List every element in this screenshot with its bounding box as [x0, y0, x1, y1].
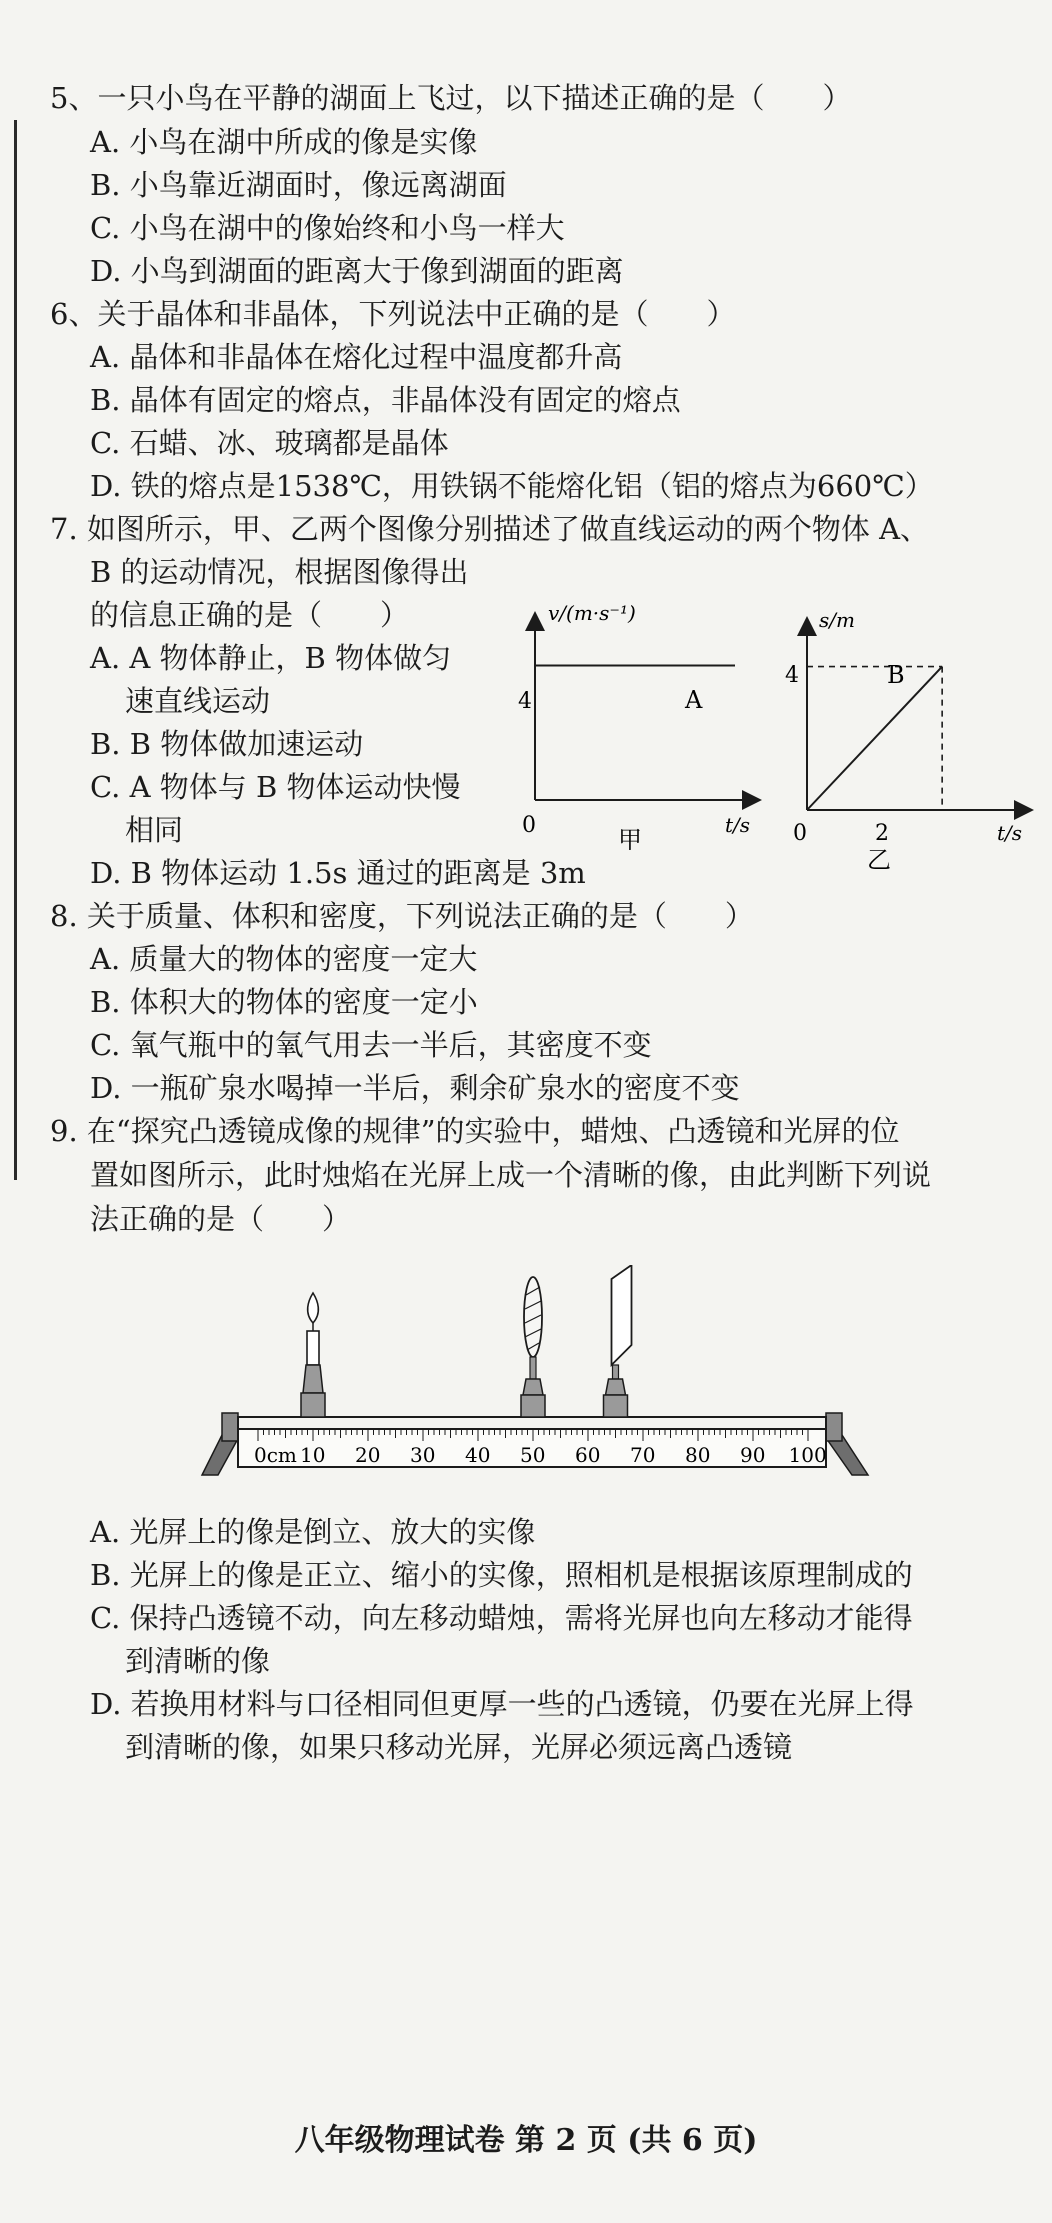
q7-option-b: B. B 物体做加速运动: [90, 727, 364, 761]
q9-option-c: C. 保持凸透镜不动，向左移动蜡烛，需将光屏也向左移动才能得: [90, 1601, 913, 1635]
candle-holder: [303, 1365, 323, 1393]
screen-stem: [613, 1365, 619, 1379]
q7-option-c: C. A 物体与 B 物体运动快慢: [90, 770, 461, 804]
graph-yi-x-label: t/s: [997, 821, 1023, 845]
graph-yi-origin: 0: [793, 821, 807, 846]
q6-option-a: A. 晶体和非晶体在熔化过程中温度都升高: [90, 340, 623, 374]
lens-stem: [530, 1357, 536, 1379]
graph-jia-x-label: t/s: [725, 813, 751, 837]
q6-option-b: B. 晶体有固定的熔点，非晶体没有固定的熔点: [90, 383, 681, 417]
scale-label: 0cm: [254, 1443, 297, 1467]
q7-stem-line1: 7. 如图所示，甲、乙两个图像分别描述了做直线运动的两个物体 A、: [50, 512, 930, 546]
q7-option-d: D. B 物体运动 1.5s 通过的距离是 3m: [90, 856, 586, 890]
q7-option-a-cont: 速直线运动: [125, 684, 271, 718]
page-footer: 八年级物理试卷 第 2 页 (共 6 页): [294, 2123, 758, 2158]
light-screen: [604, 1265, 632, 1417]
scale-label: 20: [355, 1443, 381, 1467]
scale-label: 30: [410, 1443, 436, 1467]
graph-jia-origin: 0: [522, 813, 536, 838]
graph-yi-y-tick: 4: [785, 663, 799, 688]
graph-jia-y-label: v/(m·s⁻¹): [548, 601, 636, 625]
q9-option-d: D. 若换用材料与口径相同但更厚一些的凸透镜，仍要在光屏上得: [90, 1687, 914, 1721]
lens-holder: [523, 1379, 543, 1395]
q7-stem-line3: 的信息正确的是（ ）: [90, 598, 410, 632]
scale-label: 100: [788, 1443, 827, 1467]
scale-label: 60: [575, 1443, 601, 1467]
graph-yi: [775, 600, 1040, 875]
graph-jia-caption: 甲: [618, 826, 642, 850]
graph-yi-y-label: s/m: [819, 608, 855, 632]
graph-jia-line-label: A: [685, 686, 703, 714]
scale-label: 70: [630, 1443, 656, 1467]
lens-base: [521, 1395, 545, 1417]
graph-jia-y-tick: 4: [518, 689, 532, 714]
convex-lens: [521, 1277, 545, 1417]
candle-flame: [308, 1293, 319, 1323]
q7-stem-line2: B 的运动情况，根据图像得出: [90, 555, 469, 589]
bench-rail: [238, 1417, 826, 1429]
q5-option-a: A. 小鸟在湖中所成的像是实像: [90, 125, 478, 159]
q8-stem: 8. 关于质量、体积和密度，下列说法正确的是（ ）: [50, 899, 754, 933]
candle-body: [307, 1331, 319, 1365]
q5-stem: 5、一只小鸟在平静的湖面上飞过，以下描述正确的是（ ）: [50, 81, 852, 115]
candle: [301, 1293, 325, 1417]
q9-option-d-cont: 到清晰的像，如果只移动光屏，光屏必须远离凸透镜: [125, 1730, 793, 1764]
scale-label: 90: [740, 1443, 766, 1467]
optical-bench-figure: [200, 1265, 880, 1505]
q6-stem: 6、关于晶体和非晶体，下列说法中正确的是（ ）: [50, 297, 736, 331]
graph-yi-point-label: B: [887, 661, 905, 689]
q6-option-d: D. 铁的熔点是1538℃，用铁锅不能熔化铝（铝的熔点为660℃）: [90, 469, 934, 503]
scale-label: 50: [520, 1443, 546, 1467]
screen-holder: [606, 1379, 626, 1395]
q5-option-c: C. 小鸟在湖中的像始终和小鸟一样大: [90, 211, 565, 245]
lens-glass: [524, 1277, 542, 1357]
scale-label: 40: [465, 1443, 491, 1467]
q9-option-b: B. 光屏上的像是正立、缩小的实像，照相机是根据该原理制成的: [90, 1558, 913, 1592]
bench-left-end: [222, 1413, 238, 1441]
bench-right-end: [826, 1413, 842, 1441]
q8-option-c: C. 氧气瓶中的氧气用去一半后，其密度不变: [90, 1028, 652, 1062]
screen-base: [604, 1395, 628, 1417]
q9-stem-line3: 法正确的是（ ）: [90, 1202, 352, 1236]
q9-stem-line1: 9. 在“探究凸透镜成像的规律”的实验中，蜡烛、凸透镜和光屏的位: [50, 1114, 900, 1148]
graph-yi-x-tick: 2: [875, 821, 889, 846]
q7-option-c-cont: 相同: [125, 813, 184, 847]
q5-option-d: D. 小鸟到湖面的距离大于像到湖面的距离: [90, 254, 624, 288]
q9-stem-line2: 置如图所示，此时烛焰在光屏上成一个清晰的像，由此判断下列说: [90, 1158, 932, 1192]
graph-yi-series-b: [807, 667, 942, 810]
q9-option-c-cont: 到清晰的像: [125, 1644, 271, 1678]
q5-option-b: B. 小鸟靠近湖面时，像远离湖面: [90, 168, 507, 202]
scale-label: 80: [685, 1443, 711, 1467]
screen-panel: [612, 1265, 632, 1365]
q9-option-a: A. 光屏上的像是倒立、放大的实像: [90, 1515, 536, 1549]
margin-line: [14, 120, 17, 1180]
q8-option-d: D. 一瓶矿泉水喝掉一半后，剩余矿泉水的密度不变: [90, 1071, 740, 1105]
q8-option-a: A. 质量大的物体的密度一定大: [90, 942, 478, 976]
scale-label: 10: [300, 1443, 326, 1467]
graph-yi-caption: 乙: [867, 846, 891, 874]
candle-base: [301, 1393, 325, 1417]
q7-option-a: A. A 物体静止，B 物体做匀: [90, 641, 452, 675]
q6-option-c: C. 石蜡、冰、玻璃都是晶体: [90, 426, 449, 460]
q8-option-b: B. 体积大的物体的密度一定小: [90, 985, 478, 1019]
graph-jia: [500, 600, 770, 850]
